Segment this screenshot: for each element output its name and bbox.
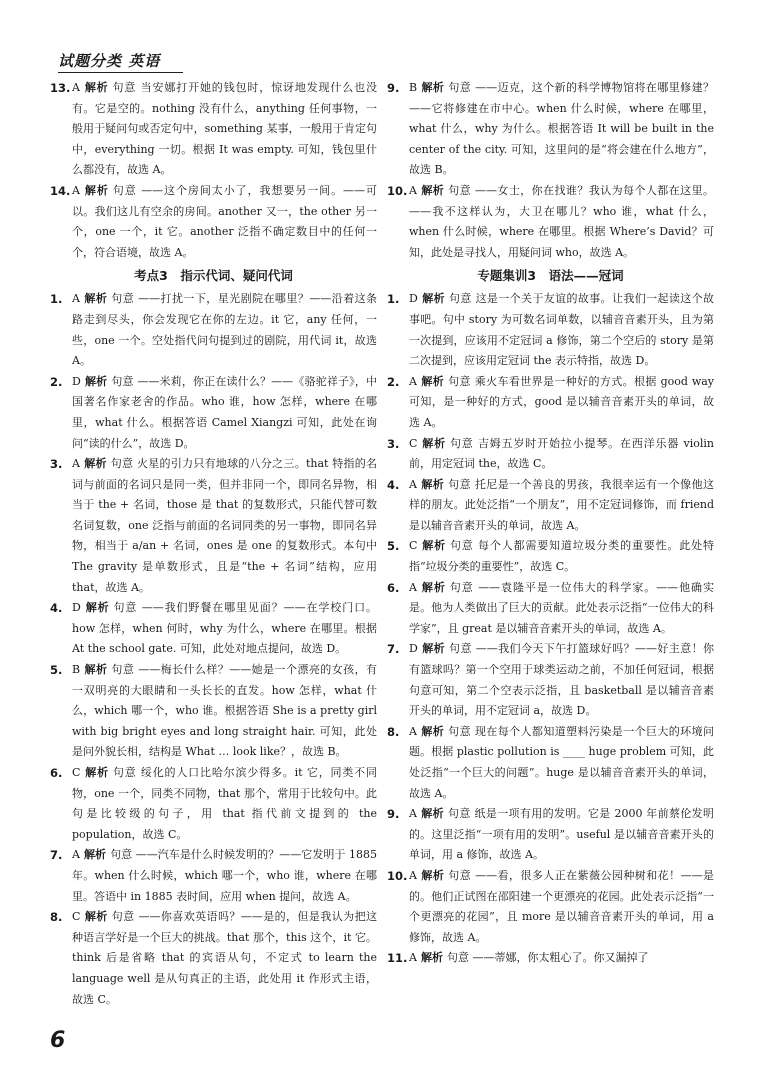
analysis-text: 句意 当安娜打开她的钱包时，惊讶地发现什么也没有。它是空的。nothing 没有什么，anything 任何事物，一般用于疑问句或否定句中，something 某事，一般用于肯定句中，everything 一切。根据 It was empty. 可知，钱包里什么都没有，故选 A。 xyxy=(72,81,378,177)
analysis-label: 解析 xyxy=(84,374,108,388)
answer-item xyxy=(387,78,714,181)
analysis-label: 解析 xyxy=(420,374,445,388)
answer-item xyxy=(50,454,377,598)
answer-item xyxy=(50,372,377,454)
analysis-label: 解析 xyxy=(421,81,445,94)
analysis-label: 解析 xyxy=(421,436,446,450)
question-number: 5. xyxy=(387,539,400,554)
analysis-text: 句意 ——我们野餐在哪里见面？——在学校门口。how 怎样，when 何时，why 为什么，where 在哪里。根据 At the school gate. 可知，此处对地点提问，故选 D。 xyxy=(72,601,378,656)
answer-item xyxy=(387,372,714,434)
analysis-label: 解析 xyxy=(83,81,109,94)
answer-item xyxy=(50,181,377,263)
question-number: 11. xyxy=(387,951,408,966)
analysis-text: 句意 每个人都需要知道垃圾分类的重要性。此处特指“垃圾分类的重要性”，故选 C。 xyxy=(409,539,714,574)
answer-item xyxy=(387,639,714,721)
analysis-text: 句意 吉姆五岁时开始拉小提琴。在西洋乐器 violin 前，用定冠词 the，故选 C。 xyxy=(409,436,715,471)
section-heading: 专题集训3 语法——冠词 xyxy=(477,268,624,284)
answer-item xyxy=(387,866,714,948)
analysis-text: 句意 这是一个关于友谊的故事。让我们一起读这个故事吧。句中 story 为可数名词单数，以辅音音素开头，且为第一次提到，应该用不定冠词 a 修饰，第二个空后的 story 是第二次提到，应该用定冠词 the 表示特指，故选 D。 xyxy=(409,292,715,368)
answer-letter: A xyxy=(409,807,417,821)
answer-letter: A xyxy=(409,868,417,882)
answer-letter: C xyxy=(72,910,81,924)
answer-item xyxy=(387,289,714,371)
answer-letter: A xyxy=(72,457,80,471)
answer-letter: A xyxy=(409,724,417,738)
page-header xyxy=(58,50,338,76)
analysis-text: 句意 ——蒂娜，你太粗心了。你又漏掉了 xyxy=(446,951,649,965)
analysis-text: 句意 ——梅长什么样？——她是一个漂亮的女孩，有一双明亮的大眼睛和一头长长的直发。how 怎样，what 什么，which 哪一个，who 谁。根据答语 She is a pretty girl with big bright eyes and long straight hair. 可知，此处是问外貌长相，结构是 What … look like？，故选 B。 xyxy=(72,663,378,759)
answer-letter: A xyxy=(409,183,417,197)
answer-letter: D xyxy=(72,374,81,388)
analysis-label: 解析 xyxy=(421,292,445,306)
answer-letter: C xyxy=(409,539,418,553)
answer-item xyxy=(50,907,377,1010)
analysis-label: 解析 xyxy=(83,183,109,197)
analysis-text: 句意 ——看，很多人正在紫薇公园种树和花！——是的。他们正试图在邵阳建一个更漂亮的花园。此处表示泛指“一个更漂亮的花园”，且 more 是以辅音音素开头的单词，用 a 修饰，故选 A。 xyxy=(409,868,715,944)
answer-item xyxy=(387,804,714,866)
analysis-label: 解析 xyxy=(83,457,107,471)
analysis-text: 句意 ——你喜欢英语吗？——是的，但是我认为把这种语言学好是一个巨大的挑战。that 那个，this 这个，it 它。think 后是省略 that 的宾语从句，不定式 to learn the language well 是从句真正的主语，此处用 it 作形式主语，故选 C。 xyxy=(72,910,378,1006)
analysis-label: 解析 xyxy=(420,183,445,197)
analysis-text: 句意 ——迈克，这个新的科学博物馆将在哪里修建？——它将修建在市中心。when 什么时候，where 在哪里，what 什么，why 为什么。根据答语 It will be built in the center of the city. 可知，这里问的是“将会建在什么地方”，故选 B。 xyxy=(409,81,714,177)
analysis-text: 句意 ——女士，你在找谁？我认为每个人都在这里。——我不这样认为，大卫在哪儿？who 谁，what 什么，when 什么时候，where 在哪里。根据 Where’s David？可知，此处是寻找人，用疑问词 who，故选 A。 xyxy=(409,183,714,259)
left-column xyxy=(50,78,377,1010)
question-number: 2. xyxy=(387,374,400,389)
answer-item xyxy=(50,763,377,845)
answer-letter: C xyxy=(409,436,418,450)
answer-letter: A xyxy=(72,292,80,306)
analysis-label: 解析 xyxy=(420,951,443,965)
analysis-label: 解析 xyxy=(84,601,110,615)
answer-letter: B xyxy=(409,81,418,94)
question-number: 5. xyxy=(50,663,63,678)
analysis-text: 句意 ——汽车是什么时候发明的？——它发明于 1885 年。when 什么时候，which 哪一个，who 谁，where 在哪里。答语中 in 1885 表时间，应用 when 提问，故选 A。 xyxy=(72,848,377,903)
answer-item xyxy=(387,434,714,475)
answer-letter: A xyxy=(72,183,80,197)
right-column xyxy=(387,78,714,969)
answer-item xyxy=(50,78,377,181)
analysis-label: 解析 xyxy=(420,807,444,821)
analysis-text: 句意 纸是一项有用的发明。它是 2000 年前蔡伦发明的。这里泛指“一项有用的发明”。useful 是以辅音音素开头的单词，用 a 修饰，故选 A。 xyxy=(409,807,715,862)
question-number: 8. xyxy=(50,910,63,925)
analysis-label: 解析 xyxy=(420,477,445,491)
question-number: 13. xyxy=(50,81,71,95)
question-number: 14. xyxy=(50,183,71,198)
analysis-label: 解析 xyxy=(83,848,107,862)
answer-letter: A xyxy=(72,81,80,94)
question-number: 4. xyxy=(50,601,63,616)
answer-letter: A xyxy=(72,848,80,862)
answer-item xyxy=(50,660,377,763)
section-heading: 考点3 指示代词、疑问代词 xyxy=(134,268,293,284)
analysis-text: 句意 乘火车看世界是一种好的方式。根据 good way 可知，是一种好的方式，good 是以辅音音素开头的单词，故选 A。 xyxy=(409,374,715,429)
answer-letter: A xyxy=(409,477,417,491)
header-title: 试题分类 英语 xyxy=(58,52,161,70)
answer-letter: D xyxy=(409,292,418,306)
question-number: 6. xyxy=(387,580,400,595)
answer-item xyxy=(50,289,377,371)
question-number: 7. xyxy=(387,642,400,657)
question-number: 10. xyxy=(387,868,408,883)
answer-letter: A xyxy=(409,374,417,388)
analysis-text: 句意 ——这个房间太小了，我想要另一间。——可以。我们这儿有空余的房间。another 又一，the other 另一个，one 一个，it 它。another 泛指不确定数目中的任何一个，符合语境，故选 A。 xyxy=(72,183,377,259)
analysis-text: 句意 ——米莉，你正在读什么？——《骆驼祥子》，中国著名作家老舍的作品。who 谁，how 怎样，where 在哪里，what 什么。根据答语 Camel Xiangzi 可知，此处在询问“读的什么”，故选 D。 xyxy=(72,374,378,450)
question-number: 1. xyxy=(50,292,63,307)
question-number: 4. xyxy=(387,477,400,492)
header-rule xyxy=(58,72,183,73)
page-number: 6 xyxy=(50,1028,66,1053)
answer-item xyxy=(387,536,714,577)
analysis-text: 句意 ——打扰一下，星光剧院在哪里？——沿着这条路走到尽头，你会发现它在你的左边。it 它，any 任何，一些，one 一个。空处指代问句提到过的剧院，用代词 it，故选 A。 xyxy=(72,292,378,368)
answer-letter: D xyxy=(72,601,81,615)
analysis-label: 解析 xyxy=(421,642,446,656)
question-number: 1. xyxy=(387,292,400,307)
analysis-text: 句意 绥化的人口比哈尔滨少得多。it 它，同类不同物，one 一个，同类不同物，that 那个，常用于比较句中。此句是比较级的句子，用 that 指代前文提到的 the population，故选 C。 xyxy=(72,766,378,841)
answer-item xyxy=(387,181,714,263)
question-number: 6. xyxy=(50,766,63,780)
analysis-text: 句意 现在每个人都知道塑料污染是一个巨大的环境问题。根据 plastic pollution is ____ huge problem 可知，此处泛指“一个巨大的问题”。huge 是以辅音音素开头的单词，故选 A。 xyxy=(409,724,714,800)
answer-item xyxy=(50,598,377,660)
analysis-text: 句意 火星的引力只有地球的八分之三。that 特指的名词与前面的名词只是同一类，但并非同一个，即同名异物，相当于 the + 名词，those 是 that 的复数形式，只能代替可数名词复数，one 泛指与前面的名词同类的另一事物，即同名异物，相当于 a/an + 名词，ones 是 one 的复数形式。本句中 The gravity 是单数形式，且是“the + 名词”结构，应用 that，故选 A。 xyxy=(72,457,377,594)
analysis-label: 解析 xyxy=(420,868,445,882)
question-number: 9. xyxy=(387,807,400,822)
answer-letter: C xyxy=(72,766,81,779)
answer-letter: B xyxy=(72,663,81,677)
analysis-text: 句意 ——我们今天下午打篮球好吗？——好主意！你有篮球吗？第一个空用于球类运动之前，不加任何冠词，根据句意可知，第二个空表示泛指，且 basketball 是以辅音音素开头的单词，用不定冠词 a，故选 D。 xyxy=(409,642,715,718)
analysis-text: 句意 ——袁隆平是一位伟大的科学家。——他确实是。他为人类做出了巨大的贡献。此处表示泛指“一位伟大的科学家”，且 great 是以辅音音素开头的单词，故选 A。 xyxy=(409,580,714,635)
answer-letter: A xyxy=(409,951,417,965)
answer-item xyxy=(387,578,714,640)
answer-item xyxy=(50,845,377,907)
answer-letter: D xyxy=(409,642,418,656)
question-number: 3. xyxy=(387,436,400,451)
question-number: 10. xyxy=(387,183,408,198)
analysis-label: 解析 xyxy=(83,292,108,306)
analysis-label: 解析 xyxy=(84,766,109,779)
analysis-label: 解析 xyxy=(420,580,446,594)
answer-item xyxy=(387,948,714,969)
answer-letter: A xyxy=(409,580,417,594)
answer-item xyxy=(387,475,714,537)
answer-item xyxy=(387,722,714,804)
analysis-text: 句意 托尼是一个善良的男孩，我很幸运有一个像他这样的朋友。此处泛指“一个朋友”，用不定冠词修饰，而 friend 是以辅音音素开头的单词，故选 A。 xyxy=(409,477,714,532)
analysis-label: 解析 xyxy=(421,539,446,553)
analysis-label: 解析 xyxy=(84,663,108,677)
question-number: 8. xyxy=(387,724,400,739)
question-number: 9. xyxy=(387,81,400,95)
analysis-label: 解析 xyxy=(84,910,108,924)
question-number: 3. xyxy=(50,457,63,472)
question-number: 7. xyxy=(50,848,63,863)
analysis-label: 解析 xyxy=(420,724,445,738)
question-number: 2. xyxy=(50,374,63,389)
